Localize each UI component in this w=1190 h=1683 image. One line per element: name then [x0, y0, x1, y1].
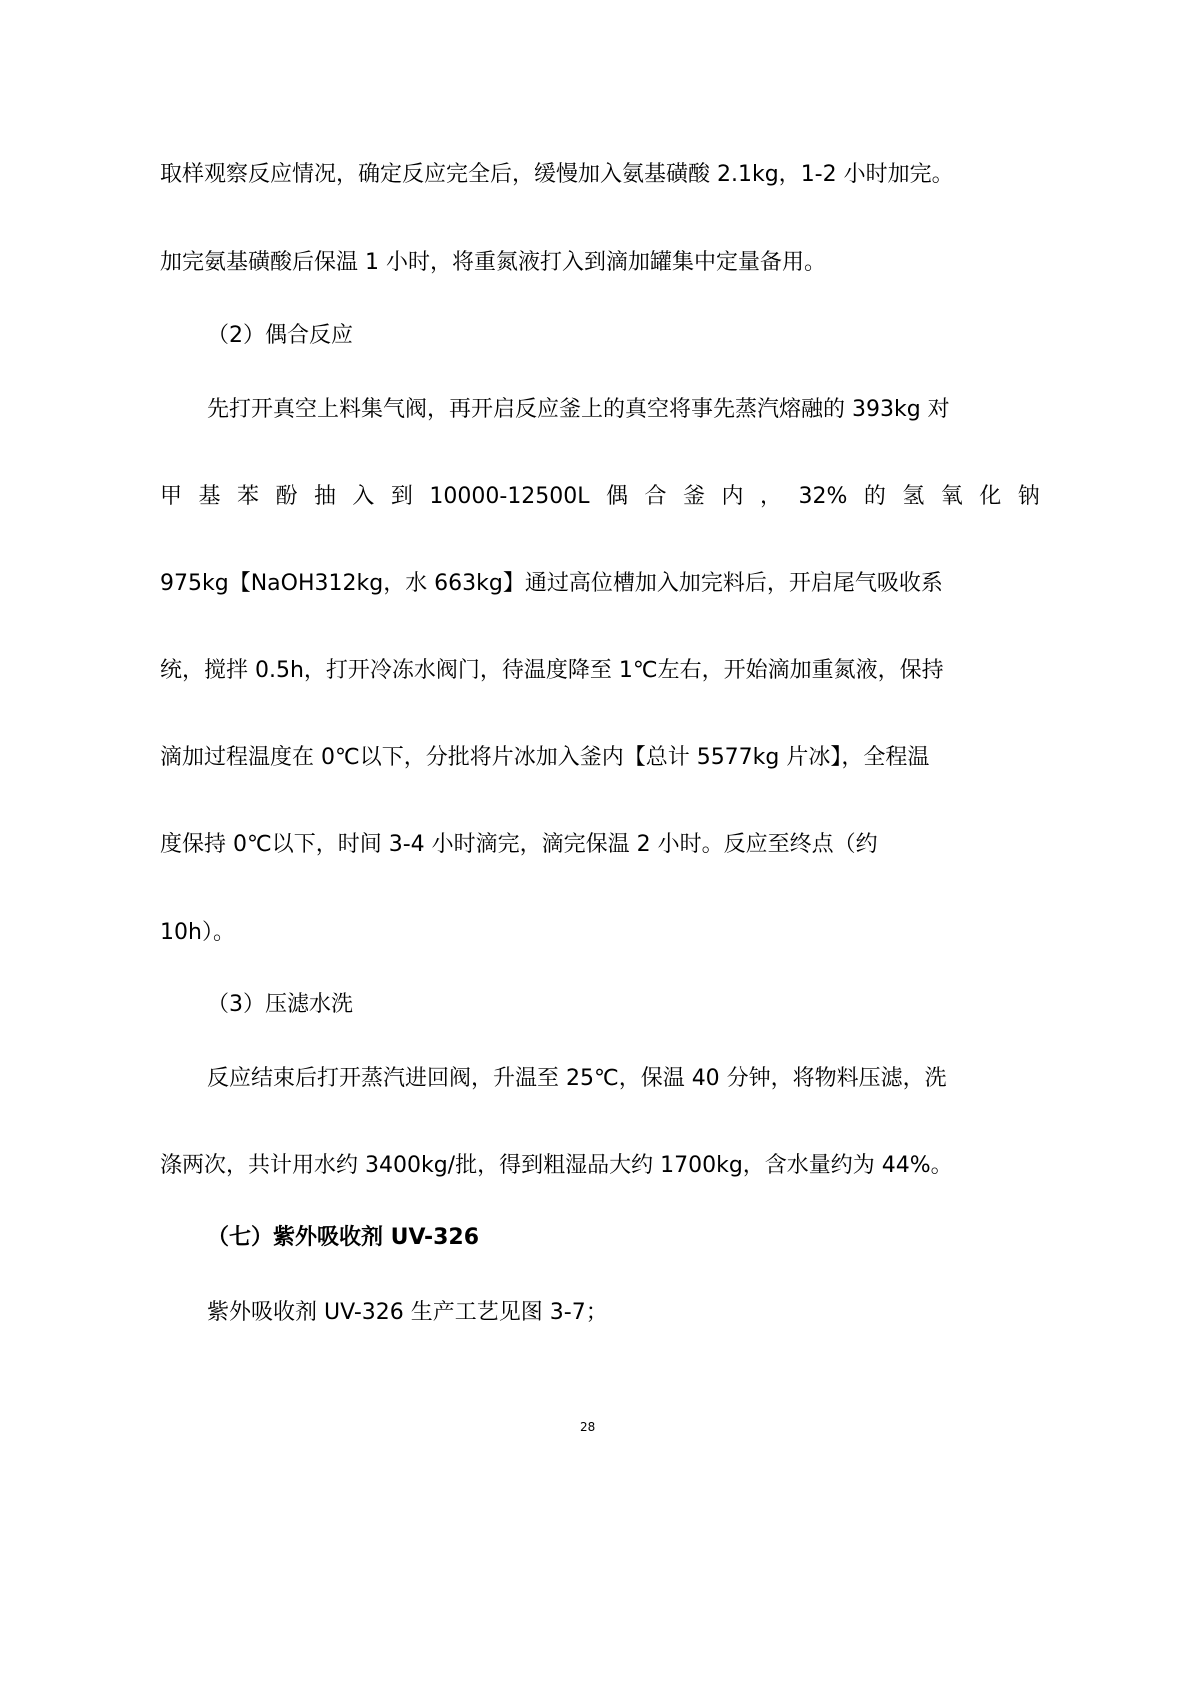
paragraph-line-10: 10h）。 — [160, 920, 235, 945]
paragraph-line-15: 紫外吸收剂 UV-326 生产工艺见图 3-7； — [207, 1300, 608, 1325]
word-token: 苯 — [236, 484, 259, 509]
word-token: 化 — [979, 484, 1002, 509]
page-number: 28 — [580, 1420, 596, 1434]
word-token: 10000-12500L — [429, 484, 590, 509]
word-token: 抽 — [313, 484, 336, 509]
word-token: 入 — [352, 484, 375, 509]
paragraph-line-9: 度保持 0℃以下，时间 3-4 小时滴完，滴完保温 2 小时。反应至终点（约 — [160, 832, 878, 857]
word-token: 甲 — [160, 484, 183, 509]
paragraph-line-7: 统，搅拌 0.5h，打开冷冻水阀门，待温度降至 1℃左右，开始滴加重氮液，保持 — [160, 658, 944, 683]
word-token: 偶 — [606, 484, 629, 509]
word-token: ， — [759, 484, 782, 509]
word-token: 32% — [798, 484, 848, 509]
word-token: 釜 — [683, 484, 706, 509]
word-token: 氧 — [940, 484, 963, 509]
paragraph-line-2: 加完氨基磺酸后保温 1 小时，将重氮液打入到滴加罐集中定量备用。 — [160, 250, 826, 275]
paragraph-line-8: 滴加过程温度在 0℃以下，分批将片冰加入釜内【总计 5577kg 片冰】，全程温 — [160, 745, 930, 770]
paragraph-line-1: 取样观察反应情况，确定反应完全后，缓慢加入氨基磺酸 2.1kg，1-2 小时加完。 — [160, 162, 954, 187]
paragraph-line-6: 975kg【NaOH312kg，水 663kg】通过高位槽加入加完料后，开启尾气吸收系 — [160, 571, 943, 596]
section-heading-filter-wash: （3）压滤水洗 — [207, 992, 353, 1017]
paragraph-line-4: 先打开真空上料集气阀，再开启反应釜上的真空将事先蒸汽熔融的 393kg 对 — [207, 397, 950, 422]
word-token: 内 — [721, 484, 744, 509]
word-token: 的 — [863, 484, 886, 509]
word-token: 合 — [644, 484, 667, 509]
word-token: 酚 — [275, 484, 298, 509]
paragraph-line-12: 反应结束后打开蒸汽进回阀，升温至 25℃，保温 40 分钟，将物料压滤，洗 — [207, 1066, 947, 1091]
word-token: 氢 — [902, 484, 925, 509]
word-token: 到 — [390, 484, 413, 509]
word-token: 钠 — [1017, 484, 1040, 509]
paragraph-line-13: 涤两次，共计用水约 3400kg/批，得到粗湿品大约 1700kg，含水量约为 44%。 — [160, 1153, 953, 1178]
paragraph-line-5 — [160, 482, 1040, 512]
section-heading-uv326: （七）紫外吸收剂 UV-326 — [207, 1225, 480, 1250]
section-heading-coupling-reaction: （2）偶合反应 — [207, 323, 353, 348]
word-token: 基 — [198, 484, 221, 509]
